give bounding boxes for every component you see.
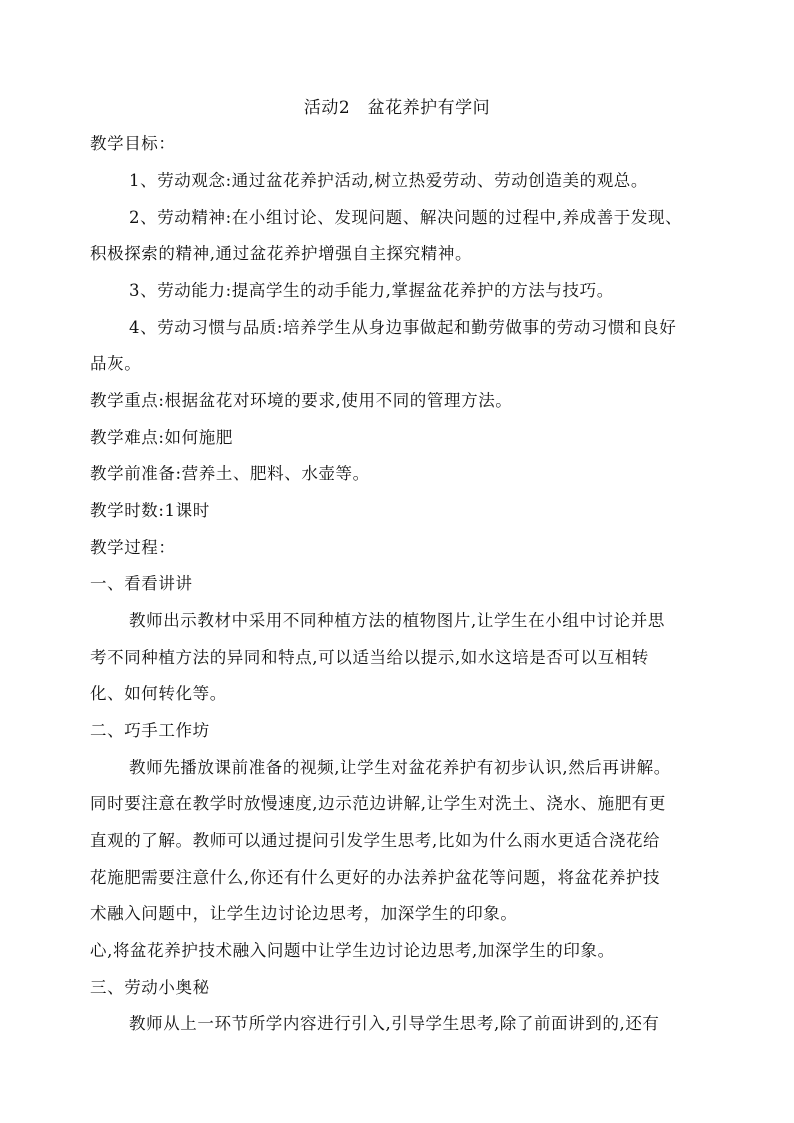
objective-1: 1、劳动观念:通过盆花养护活动,树立热爱劳动、劳动创造美的观总。: [129, 171, 649, 190]
page-title: 活动2 盆花养护有学问: [303, 98, 491, 118]
section-3-heading: 三、劳动小奥秘: [90, 978, 210, 997]
objective-4-line-1: 4、劳动习惯与品质:培养学生从身边事做起和勤劳做事的劳动习惯和良好: [129, 318, 677, 337]
difficulties: 教学难点:如何施肥: [90, 428, 233, 447]
objective-3: 3、劳动能力:提高学生的动手能力,掌握盆花养护的方法与技巧。: [129, 281, 614, 300]
section-2-paragraph-line: 术融入问题中，让学生边讨论边思考，加深学生的印象。: [90, 904, 518, 923]
section-1-heading: 一、看看讲讲: [90, 574, 193, 593]
section-2-paragraph-line: 花施肥需要注意什么,你还有什么更好的办法养护盆花等问题，将盆花养护技: [90, 868, 661, 887]
section-2-heading: 二、巧手工作坊: [90, 721, 210, 740]
section-2-paragraph-line: 心,将盆花养护技术融入问题中让学生边讨论边思考,加深学生的印象。: [90, 941, 615, 960]
objective-4-line-2: 品灰。: [90, 354, 142, 373]
objective-2-line-2: 积极探索的精神,通过盆花养护增强自主探究精神。: [90, 244, 473, 263]
section-2-paragraph-line: 教师先播放课前准备的视频,让学生对盆花养护有初步认识,然后再讲解。: [129, 758, 671, 777]
process-heading: 教学过程：: [90, 538, 176, 557]
section-1-paragraph-line: 化、如何转化等。: [90, 684, 227, 703]
teaching-hours: 教学时数:1课时: [90, 501, 210, 520]
section-3-paragraph-line: 教师从上一环节所学内容进行引入,引导学生思考,除了前面讲到的,还有: [129, 1014, 660, 1033]
section-2-paragraph-line: 直观的了解。教师可以通过提问引发学生思考,比如为什么雨水更适合浇花给: [90, 831, 661, 850]
section-1-paragraph-line: 教师出示教材中采用不同种植方法的植物图片,让学生在小组中讨论并思: [129, 611, 665, 630]
preparation: 教学前准备:营养土、肥料、水壶等。: [90, 464, 370, 483]
objectives-heading: 教学目标：: [90, 134, 176, 153]
section-2-paragraph-line: 同时要注意在教学时放慢速度,边示范边讲解,让学生对洗土、浇水、施肥有更: [90, 794, 666, 813]
key-points: 教学重点:根据盆花对环境的要求,使用不同的管理方法。: [90, 391, 513, 410]
section-1-paragraph-line: 考不同种植方法的异同和特点,可以适当给以提示,如水这培是否可以互相转: [90, 648, 649, 667]
objective-2-line-1: 2、劳动精神:在小组讨论、发现问题、解决问题的过程中,养成善于发现、: [129, 208, 683, 227]
